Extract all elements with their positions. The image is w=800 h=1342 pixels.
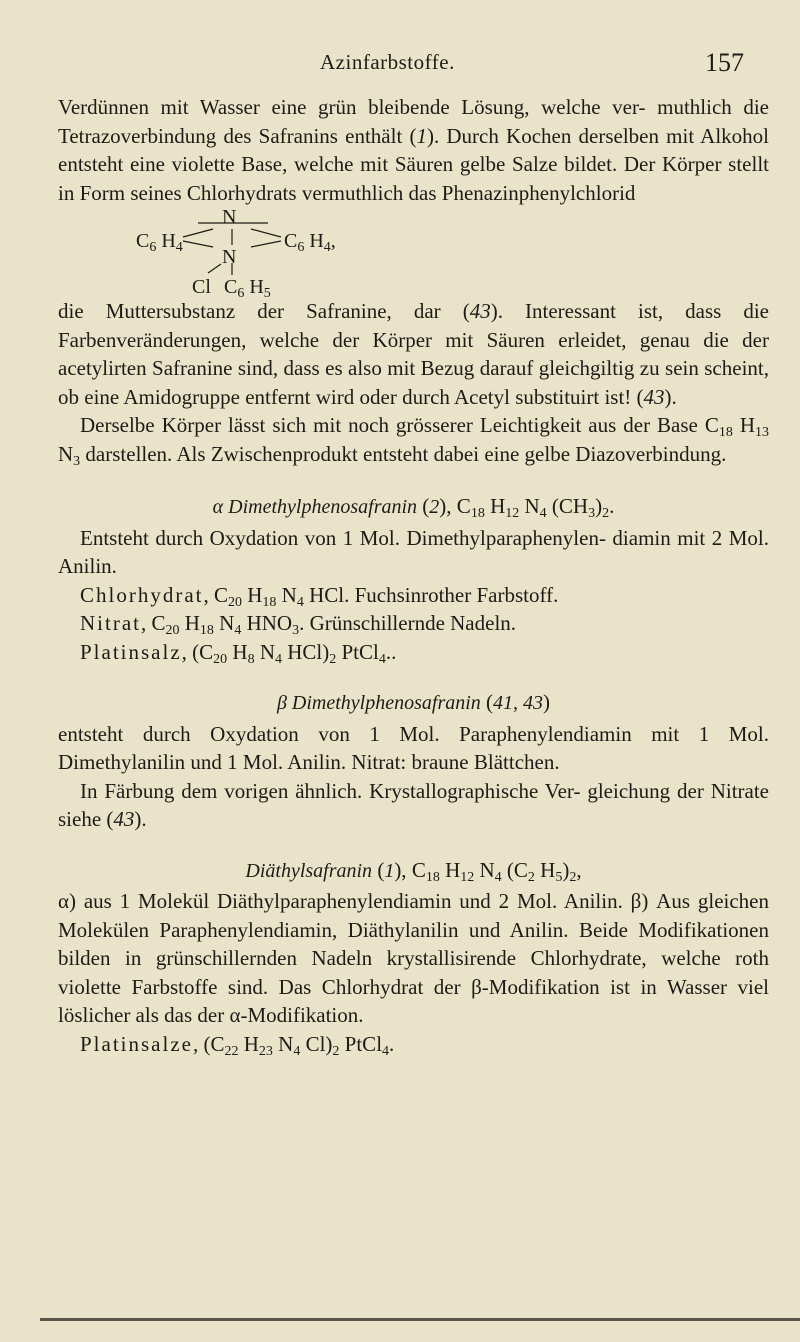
page-number: 157 xyxy=(705,48,744,77)
chlorhydrat-line: Chlorhydrat, $C_{20}$ $H_{18}$ $N_4$ HCl. Fuchsinrother Farbstoff. xyxy=(80,582,559,610)
reference: 43 xyxy=(643,384,665,409)
phenyl-group: $C_6$ $H_5$ xyxy=(224,276,271,301)
heading-alpha-dimethylphenosafranin: α Dimethylphenosafranin (2), $C_{18}$ $H_{12}$ $N_4$ $(CH_3)_2$. xyxy=(212,494,615,521)
left-ring: $C_6$ $H_4$ xyxy=(136,230,183,255)
paragraph-1: Verdünnen mit Wasser eine grün bleibende Lösung, welche ver- muthlich die Tetrazoverbindung des Safranins enthält (1). Durch Kochen derselben mit Alkohol entsteht eine violette Base, welche mit Säuren gelbe Salze bildet. Der Körper stellt in Form seines Chlorhydrats vermuthlich das Phenazinphenylchlorid xyxy=(58,95,770,205)
reference: 1 xyxy=(416,123,427,148)
page-header xyxy=(0,50,800,84)
paragraph-3: Derselbe Körper lässt sich mit noch grösserer Leichtigkeit aus der Base $C_{18}$ $H_{13}$ $N_3$ darstellen. Als Zwischenprodukt entsteht dabei eine gelbe Diazoverbindung. xyxy=(58,413,769,469)
paragraph-9: In Färbung dem vorigen ähnlich. Krystallographische Ver- gleichung der Nitrate siehe (43). xyxy=(58,778,769,831)
reference: 43 xyxy=(469,299,491,323)
structural-formula xyxy=(58,206,769,301)
bottom-rule xyxy=(40,1318,800,1321)
paragraph-2: die Muttersubstanz der Safranine, dar (43). Interessant ist, dass die Farbenveränderungen, welche der Körper mit Säuren erleidet, genau die der acetylirten Safranine sind, dass es also mit Bezug darauf gleichgiltig zu sein scheint, ob eine Amidogruppe entfernt wird oder durch Acetyl substituirt ist! (43). xyxy=(58,299,770,409)
paragraph-8: entsteht durch Oxydation von 1 Mol. Paraphenylendiamin mit 1 Mol. Dimethylanilin und 1 Mol. Anilin. Nitrat: braune Blättchen. xyxy=(58,721,769,774)
platinsalze-line: Platinsalze, ($C_{22}$ $H_{23}$ $N_4$ $Cl)_2$ PtCl$_4$. xyxy=(80,1031,395,1059)
heading-beta-dimethylphenosafranin: β Dimethylphenosafranin (41, 43) xyxy=(276,690,551,714)
paragraph-4: Entsteht durch Oxydation von 1 Mol. Dimethylparaphenylen- diamin mit 2 Mol. Anilin. xyxy=(58,525,769,578)
right-ring: $C_6$ $H_4$, xyxy=(284,230,336,255)
platinsalz-line: Platinsalz, ($C_{20}$ $H_8$ $N_4$ $HCl)_2$ PtCl$_4$.. xyxy=(80,639,397,667)
nitrogen-top: N xyxy=(222,206,237,228)
reference: 43 xyxy=(113,807,135,831)
heading-diaethylsafranin: Diäthylsafranin (1), $C_{18}$ $H_{12}$ $N_4$ ($C_2$ $H_5)_2$, xyxy=(245,857,582,885)
nitrat-line: Nitrat, $C_{20}$ $H_{18}$ $N_4$ $HNO_3$. Grünschillernde Nadeln. xyxy=(80,611,517,638)
paragraph-10: α) aus 1 Molekül Diäthylparaphenylendiamin und 2 Mol. Anilin. β) Aus gleichen Molekülen Paraphenylendiamin, Diäthylanilin und Anilin. Beide Modifikationen bilden in grünschillernden Nadeln krystallisirende Chlorhydrate, welche roth violette Farbstoffe sind. Das Chlorhydrat der β-Modifikation ist in Wasser viel löslicher als das der α-Modifikation. xyxy=(58,889,769,1027)
nitrogen-middle: N xyxy=(222,246,237,268)
page-body xyxy=(58,93,769,1058)
chloride: Cl xyxy=(192,276,211,298)
running-title: Azinfarbstoffe. xyxy=(320,50,455,74)
